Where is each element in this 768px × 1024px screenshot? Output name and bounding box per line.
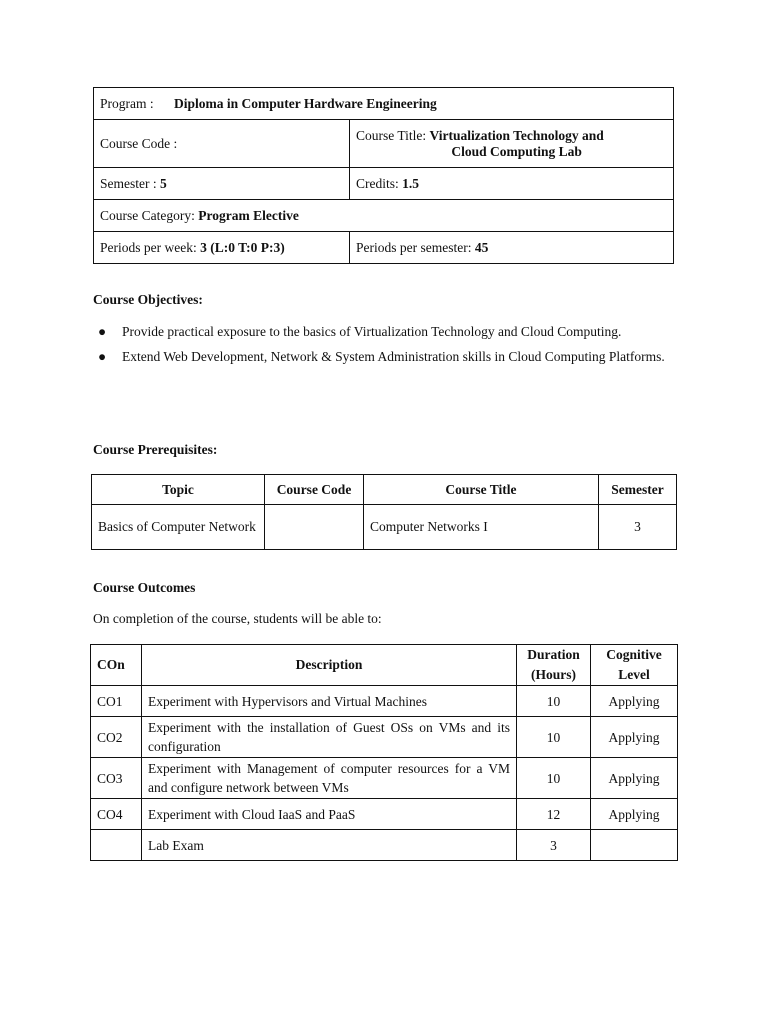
outcome-description: Experiment with Management of computer resources for a VM and configure network between VMs <box>142 758 517 799</box>
column-header: Semester <box>599 475 677 505</box>
objective-text: Extend Web Development, Network & System Administration skills in Cloud Computing Platforms. <box>122 349 665 364</box>
outcome-description: Lab Exam <box>142 830 517 861</box>
outcomes-heading: Course Outcomes <box>93 580 196 595</box>
credits-cell <box>350 168 674 200</box>
table-header-row <box>92 475 677 505</box>
periods-week-label: Periods per week: <box>100 239 197 255</box>
level-header-line2: Level <box>618 667 650 682</box>
category-row <box>94 200 674 232</box>
column-header: Course Title <box>364 475 599 505</box>
duration-header-line2: (Hours) <box>531 667 576 682</box>
outcome-con: CO4 <box>91 799 142 830</box>
table-row <box>91 758 678 799</box>
objective-item <box>93 348 675 365</box>
outcome-level <box>591 830 678 861</box>
outcome-level: Applying <box>591 799 678 830</box>
category-label: Course Category: <box>100 207 195 223</box>
course-title-line1: Virtualization Technology and <box>429 127 604 143</box>
table-row <box>91 830 678 861</box>
prerequisites-heading: Course Prerequisites: <box>93 442 218 457</box>
credits-value: 1.5 <box>402 175 419 191</box>
outcome-duration: 10 <box>517 686 591 717</box>
course-title <box>356 128 667 160</box>
outcome-con: CO2 <box>91 717 142 758</box>
semester-cell <box>94 168 350 200</box>
outcome-con <box>91 830 142 861</box>
duration-header-line1: Duration <box>527 647 580 662</box>
table-row <box>92 505 677 550</box>
outcome-duration: 12 <box>517 799 591 830</box>
objectives-heading: Course Objectives: <box>93 292 203 307</box>
prereq-title: Computer Networks I <box>364 505 599 550</box>
outcome-description: Experiment with Cloud IaaS and PaaS <box>142 799 517 830</box>
table-row <box>91 717 678 758</box>
outcome-level: Applying <box>591 686 678 717</box>
prereq-semester: 3 <box>599 505 677 550</box>
outcome-con: CO1 <box>91 686 142 717</box>
category-value: Program Elective <box>198 207 299 223</box>
periods-row <box>94 232 674 264</box>
prereq-topic: Basics of Computer Network <box>92 505 265 550</box>
course-code-label: Course Code : <box>100 135 178 151</box>
table-row <box>91 686 678 717</box>
course-code-title-row <box>94 120 674 168</box>
course-info-table <box>93 87 674 264</box>
semester-credits-row <box>94 168 674 200</box>
program-row <box>94 88 674 120</box>
periods-semester-cell <box>350 232 674 264</box>
bullet-icon: ● <box>98 349 107 364</box>
outcomes-table <box>90 644 678 861</box>
column-header: Description <box>142 645 517 686</box>
level-header-line1: Cognitive <box>606 647 662 662</box>
category-cell <box>94 200 674 232</box>
table-row <box>91 799 678 830</box>
column-header: Topic <box>92 475 265 505</box>
outcome-duration: 3 <box>517 830 591 861</box>
periods-week-cell <box>94 232 350 264</box>
prerequisites-table <box>91 474 677 550</box>
outcome-level: Applying <box>591 758 678 799</box>
prereq-code <box>265 505 364 550</box>
objective-text: Provide practical exposure to the basics of Virtualization Technology and Cloud Computing. <box>122 324 622 339</box>
program-cell <box>94 88 674 120</box>
course-code-cell <box>94 120 350 168</box>
credits-label: Credits: <box>356 175 399 191</box>
course-title-cell <box>350 120 674 168</box>
semester-label: Semester : <box>100 175 157 191</box>
semester-value: 5 <box>160 175 167 191</box>
outcome-duration: 10 <box>517 717 591 758</box>
column-header: COn <box>91 645 142 686</box>
column-header-duration <box>517 645 591 686</box>
periods-semester-label: Periods per semester: <box>356 239 472 255</box>
outcomes-intro: On completion of the course, students will be able to: <box>93 611 382 626</box>
bullet-icon: ● <box>98 324 107 339</box>
column-header-level <box>591 645 678 686</box>
outcome-description: Experiment with the installation of Guest OSs on VMs and its configuration <box>142 717 517 758</box>
course-title-value <box>430 128 604 160</box>
course-title-label: Course Title: <box>356 127 427 143</box>
periods-week-value: 3 (L:0 T:0 P:3) <box>200 239 285 255</box>
outcome-description: Experiment with Hypervisors and Virtual Machines <box>142 686 517 717</box>
periods-semester-value: 45 <box>474 239 489 255</box>
objective-item <box>93 323 675 340</box>
outcome-con: CO3 <box>91 758 142 799</box>
objectives-list <box>93 323 675 373</box>
outcome-duration: 10 <box>517 758 591 799</box>
outcome-level: Applying <box>591 717 678 758</box>
program-value: Diploma in Computer Hardware Engineering <box>174 95 437 111</box>
course-title-line2: Cloud Computing Lab <box>451 143 582 159</box>
column-header: Course Code <box>265 475 364 505</box>
table-header-row <box>91 645 678 686</box>
program-label: Program : <box>100 95 154 111</box>
